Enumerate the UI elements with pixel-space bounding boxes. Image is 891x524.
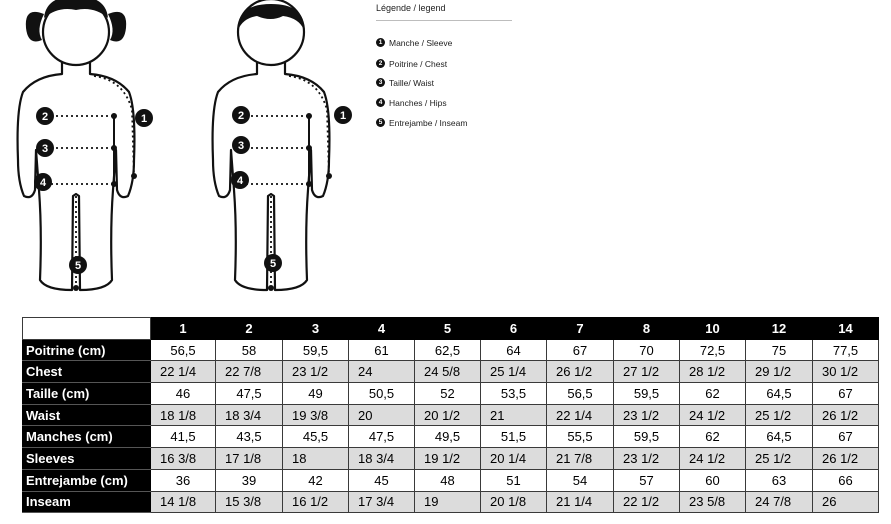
girl-figure <box>18 0 137 291</box>
table-cell: 28 1/2 <box>680 361 746 383</box>
table-cell: 16 3/8 <box>151 448 216 470</box>
marker-hips <box>34 173 52 191</box>
table-cell: 54 <box>547 469 614 491</box>
table-cell: 20 1/8 <box>481 491 547 513</box>
table-cell: 59,5 <box>614 426 680 448</box>
table-cell: 57 <box>614 469 680 491</box>
table-cell: 50,5 <box>349 383 415 405</box>
legend-label: Entrejambe / Inseam <box>389 118 468 128</box>
row-label: Poitrine (cm) <box>23 339 151 361</box>
table-cell: 14 1/8 <box>151 491 216 513</box>
table-cell: 62 <box>680 383 746 405</box>
table-cell: 16 1/2 <box>283 491 349 513</box>
table-row <box>23 383 879 405</box>
marker-inseam <box>264 254 282 272</box>
table-cell: 59,5 <box>614 383 680 405</box>
size-header: 7 <box>547 318 614 340</box>
table-cell: 23 5/8 <box>680 491 746 513</box>
table-cell: 61 <box>349 339 415 361</box>
table-cell: 25 1/2 <box>746 404 813 426</box>
row-label: Inseam <box>23 491 151 513</box>
table-cell: 64,5 <box>746 426 813 448</box>
table-cell: 77,5 <box>813 339 879 361</box>
table-cell: 36 <box>151 469 216 491</box>
legend-item <box>378 117 468 129</box>
legend-item <box>378 77 435 89</box>
table-cell: 53,5 <box>481 383 547 405</box>
size-chart-table <box>22 317 879 513</box>
table-cell: 21 1/4 <box>547 491 614 513</box>
table-cell: 45 <box>349 469 415 491</box>
svg-text:5: 5 <box>74 260 82 272</box>
table-cell: 52 <box>415 383 481 405</box>
table-cell: 24 7/8 <box>746 491 813 513</box>
table-cell: 48 <box>415 469 481 491</box>
marker-hips <box>231 171 249 189</box>
table-cell: 30 1/2 <box>813 361 879 383</box>
marker-waist <box>232 136 250 154</box>
table-cell: 22 1/2 <box>614 491 680 513</box>
marker-sleeve <box>135 109 153 127</box>
table-cell: 51,5 <box>481 426 547 448</box>
table-cell: 59,5 <box>283 339 349 361</box>
table-cell: 26 1/2 <box>547 361 614 383</box>
size-header: 2 <box>216 318 283 340</box>
table-cell: 27 1/2 <box>614 361 680 383</box>
svg-text:2: 2 <box>237 110 245 122</box>
size-header: 10 <box>680 318 746 340</box>
svg-text:2: 2 <box>41 111 49 123</box>
table-cell: 24 1/2 <box>680 448 746 470</box>
table-cell: 18 3/4 <box>349 448 415 470</box>
svg-text:1: 1 <box>140 113 148 125</box>
table-cell: 20 1/4 <box>481 448 547 470</box>
table-row <box>23 469 879 491</box>
legend-label: Taille/ Waist <box>389 78 435 88</box>
table-row <box>23 339 879 361</box>
table-cell: 47,5 <box>216 383 283 405</box>
table-cell: 20 <box>349 404 415 426</box>
table-cell: 21 7/8 <box>547 448 614 470</box>
size-header: 3 <box>283 318 349 340</box>
legend-divider <box>376 20 512 21</box>
svg-text:4: 4 <box>39 177 47 189</box>
legend-number-icon: 1 <box>376 38 385 47</box>
table-cell: 64,5 <box>746 383 813 405</box>
legend-item <box>378 37 453 49</box>
table-cell: 20 1/2 <box>415 404 481 426</box>
table-cell: 66 <box>813 469 879 491</box>
table-cell: 24 <box>349 361 415 383</box>
legend-number-icon: 3 <box>376 78 385 87</box>
table-cell: 19 3/8 <box>283 404 349 426</box>
table-cell: 67 <box>813 383 879 405</box>
svg-text:1: 1 <box>339 110 347 122</box>
row-label: Manches (cm) <box>23 426 151 448</box>
table-cell: 46 <box>151 383 216 405</box>
table-cell: 22 7/8 <box>216 361 283 383</box>
table-cell: 25 1/4 <box>481 361 547 383</box>
size-header-row <box>23 318 879 340</box>
svg-text:4: 4 <box>236 175 244 187</box>
table-cell: 56,5 <box>151 339 216 361</box>
table-cell: 26 <box>813 491 879 513</box>
table-cell: 62,5 <box>415 339 481 361</box>
legend <box>376 0 512 128</box>
svg-text:3: 3 <box>237 140 245 152</box>
legend-number-icon: 5 <box>376 118 385 127</box>
table-cell: 41,5 <box>151 426 216 448</box>
table-cell: 67 <box>813 426 879 448</box>
table-cell: 23 1/2 <box>283 361 349 383</box>
table-cell: 63 <box>746 469 813 491</box>
marker-chest <box>36 107 54 125</box>
table-cell: 47,5 <box>349 426 415 448</box>
table-cell: 17 1/8 <box>216 448 283 470</box>
table-cell: 22 1/4 <box>151 361 216 383</box>
table-cell: 62 <box>680 426 746 448</box>
table-cell: 67 <box>547 339 614 361</box>
size-header: 12 <box>746 318 813 340</box>
legend-title: Légende / legend <box>376 3 446 13</box>
table-cell: 56,5 <box>547 383 614 405</box>
table-row <box>23 491 879 513</box>
table-cell: 26 1/2 <box>813 404 879 426</box>
table-row <box>23 426 879 448</box>
table-corner <box>23 318 151 340</box>
size-header: 8 <box>614 318 680 340</box>
table-cell: 24 5/8 <box>415 361 481 383</box>
table-cell: 22 1/4 <box>547 404 614 426</box>
legend-number-icon: 2 <box>376 59 385 68</box>
row-label: Sleeves <box>23 448 151 470</box>
table-cell: 15 3/8 <box>216 491 283 513</box>
table-cell: 42 <box>283 469 349 491</box>
table-cell: 26 1/2 <box>813 448 879 470</box>
table-cell: 21 <box>481 404 547 426</box>
boy-figure <box>213 0 332 291</box>
table-cell: 18 <box>283 448 349 470</box>
legend-label: Manche / Sleeve <box>389 38 453 48</box>
table-row <box>23 404 879 426</box>
marker-waist <box>36 139 54 157</box>
size-header: 5 <box>415 318 481 340</box>
table-cell: 39 <box>216 469 283 491</box>
table-cell: 45,5 <box>283 426 349 448</box>
table-cell: 17 3/4 <box>349 491 415 513</box>
table-cell: 49 <box>283 383 349 405</box>
table-cell: 19 1/2 <box>415 448 481 470</box>
row-label: Waist <box>23 404 151 426</box>
size-header: 6 <box>481 318 547 340</box>
size-header: 1 <box>151 318 216 340</box>
table-cell: 29 1/2 <box>746 361 813 383</box>
row-label: Chest <box>23 361 151 383</box>
table-cell: 55,5 <box>547 426 614 448</box>
table-cell: 18 3/4 <box>216 404 283 426</box>
table-cell: 51 <box>481 469 547 491</box>
row-label: Taille (cm) <box>23 383 151 405</box>
table-cell: 72,5 <box>680 339 746 361</box>
table-cell: 64 <box>481 339 547 361</box>
marker-sleeve <box>334 106 352 124</box>
table-cell: 23 1/2 <box>614 404 680 426</box>
row-label: Entrejambe (cm) <box>23 469 151 491</box>
table-cell: 70 <box>614 339 680 361</box>
table-cell: 18 1/8 <box>151 404 216 426</box>
legend-item <box>378 97 447 109</box>
marker-chest <box>232 106 250 124</box>
table-row <box>23 361 879 383</box>
legend-label: Poitrine / Chest <box>389 59 448 69</box>
size-header: 4 <box>349 318 415 340</box>
legend-number-icon: 4 <box>376 98 385 107</box>
legend-label: Hanches / Hips <box>389 98 447 108</box>
table-cell: 19 <box>415 491 481 513</box>
table-cell: 23 1/2 <box>614 448 680 470</box>
legend-item <box>378 58 448 70</box>
svg-text:3: 3 <box>41 143 49 155</box>
table-cell: 75 <box>746 339 813 361</box>
svg-text:5: 5 <box>269 258 277 270</box>
table-cell: 58 <box>216 339 283 361</box>
marker-inseam <box>69 256 87 274</box>
table-cell: 60 <box>680 469 746 491</box>
table-cell: 43,5 <box>216 426 283 448</box>
size-header: 14 <box>813 318 879 340</box>
table-cell: 25 1/2 <box>746 448 813 470</box>
table-row <box>23 448 879 470</box>
table-cell: 24 1/2 <box>680 404 746 426</box>
table-cell: 49,5 <box>415 426 481 448</box>
